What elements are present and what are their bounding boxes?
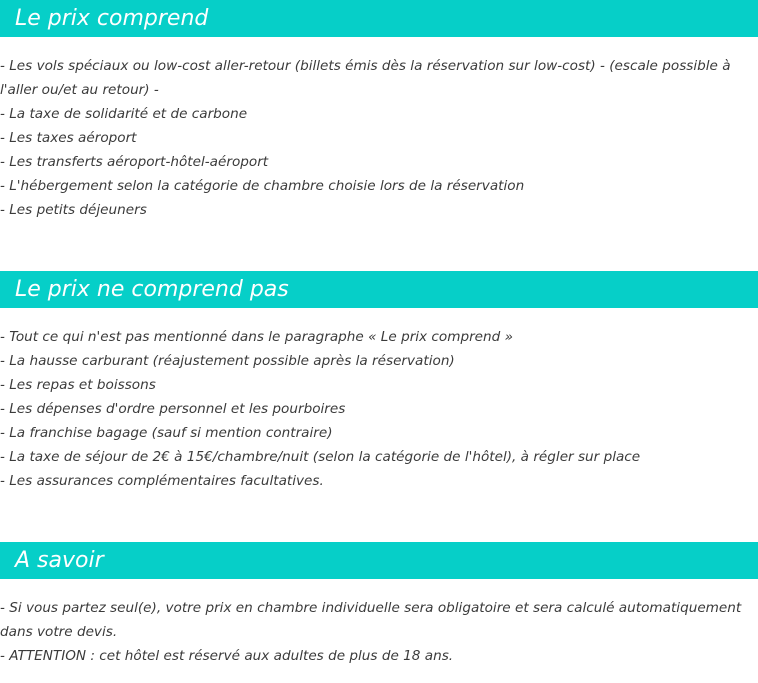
list-item: - La taxe de séjour de 2€ à 15€/chambre/nuit (selon la catégorie de l'hôtel), à régler sur place — [0, 449, 641, 465]
section-good-to-know — [0, 542, 758, 668]
list-item: - La taxe de solidarité et de carbone — [0, 106, 248, 122]
list-item: - Les vols spéciaux ou low-cost aller-retour (billets émis dès la réservation sur low-cost) - (escale possible à l'aller ou/et au retour) - — [0, 58, 731, 98]
section-price-excludes — [0, 271, 758, 493]
list-item: - La hausse carburant (réajustement possible après la réservation) — [0, 353, 455, 369]
list-item: - La franchise bagage (sauf si mention contraire) — [0, 425, 333, 441]
section-title: A savoir — [15, 548, 104, 573]
list-item: - Les petits déjeuners — [0, 202, 147, 218]
section-body — [0, 54, 758, 222]
list-item: - Les taxes aéroport — [0, 130, 137, 146]
section-header — [0, 271, 758, 308]
list-item: - Les assurances complémentaires facultatives. — [0, 473, 324, 489]
section-body — [0, 325, 758, 493]
list-item: - Les repas et boissons — [0, 377, 156, 393]
list-item: - Tout ce qui n'est pas mentionné dans le paragraphe « Le prix comprend » — [0, 329, 513, 345]
list-item: - Les transferts aéroport-hôtel-aéroport — [0, 154, 269, 170]
list-item: - ATTENTION : cet hôtel est réservé aux adultes de plus de 18 ans. — [0, 648, 454, 664]
list-item: - L'hébergement selon la catégorie de chambre choisie lors de la réservation — [0, 178, 525, 194]
section-header — [0, 542, 758, 579]
section-header — [0, 0, 758, 37]
section-price-includes — [0, 0, 758, 222]
list-item: - Les dépenses d'ordre personnel et les pourboires — [0, 401, 346, 417]
list-item: - Si vous partez seul(e), votre prix en chambre individuelle sera obligatoire et sera calculé automatiquement dans votre devis. — [0, 600, 742, 640]
section-title: Le prix comprend — [15, 6, 209, 31]
section-title: Le prix ne comprend pas — [15, 277, 289, 302]
section-body — [0, 596, 758, 668]
